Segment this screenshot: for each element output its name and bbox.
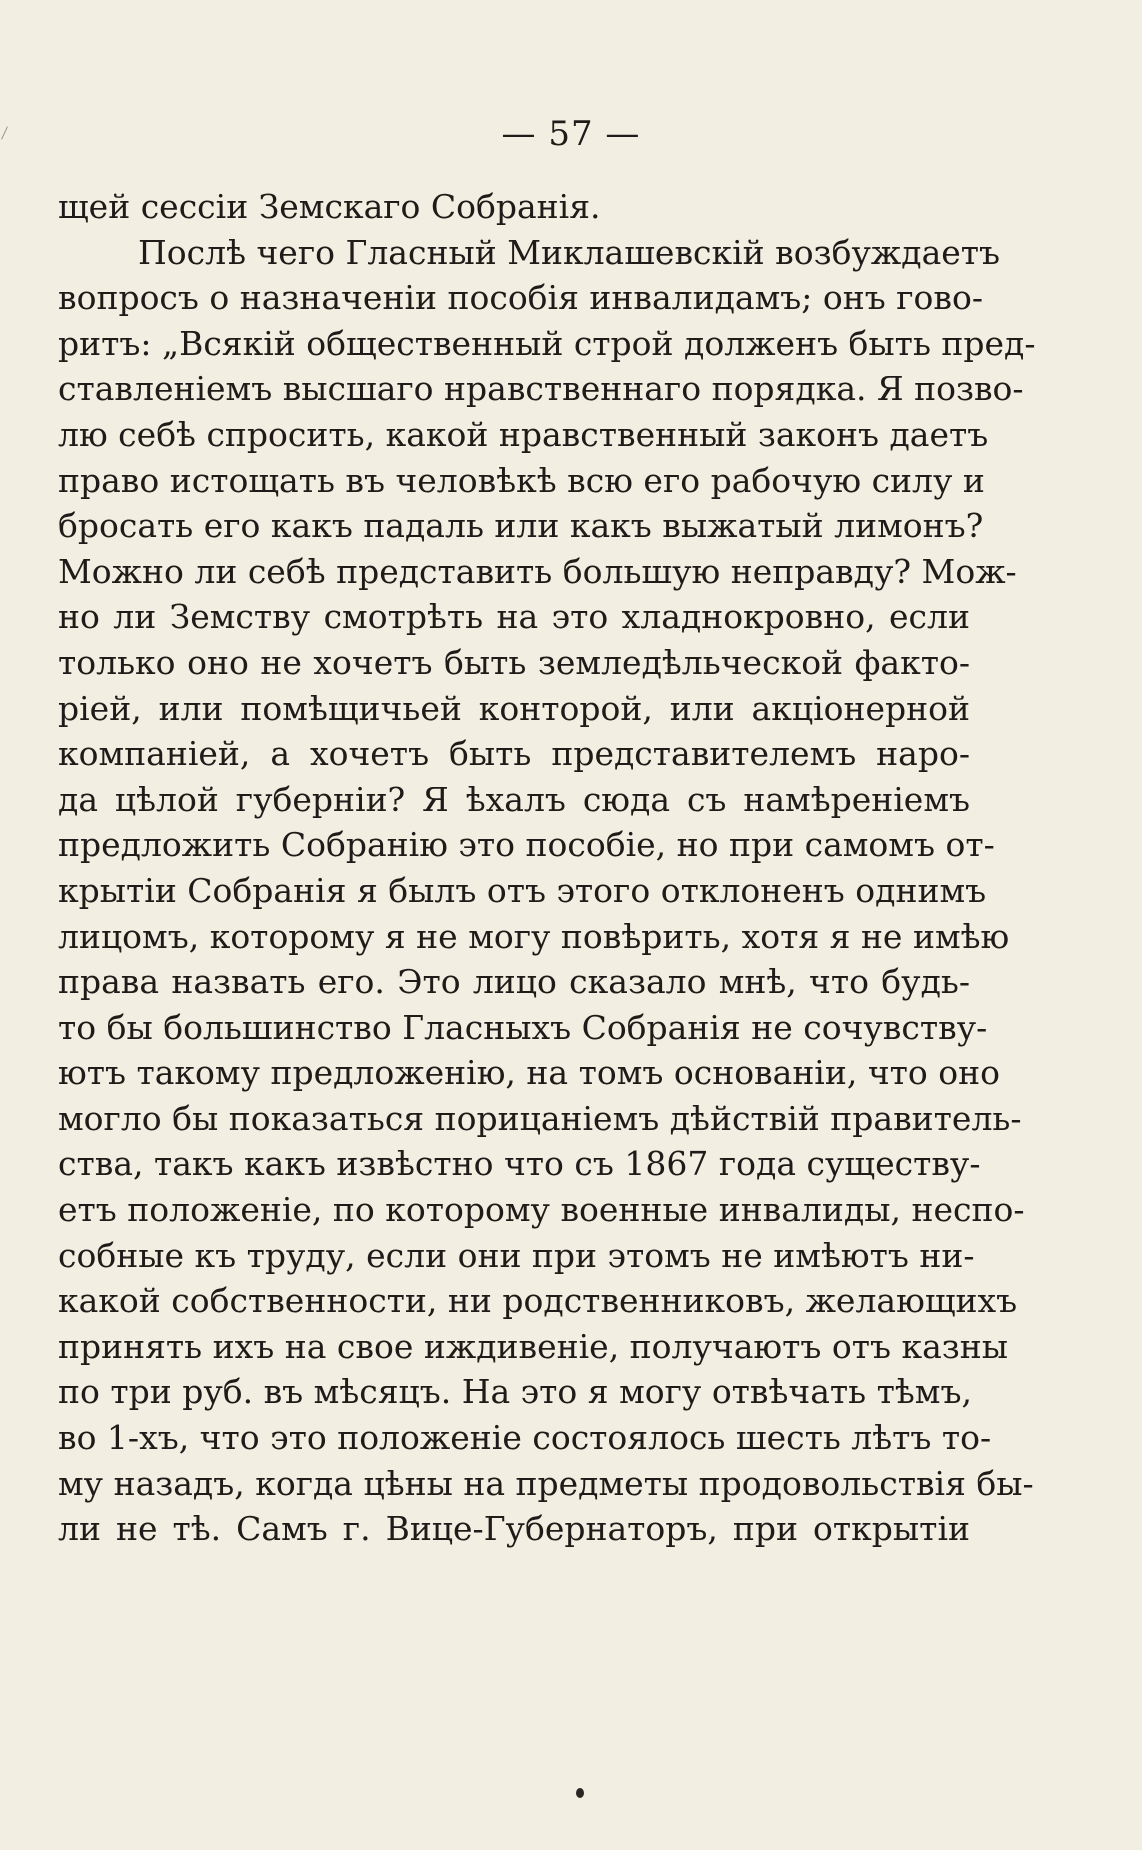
text-line: ритъ: „Всякій общественный строй долженъ быть пред- — [58, 323, 1036, 363]
text-line: ставленіемъ высшаго нравственнаго порядка. Я позво- — [58, 369, 1024, 409]
text-line: лю себѣ спросить, какой нравственный законъ даетъ — [58, 414, 989, 454]
text-line: лицомъ, которому я не могу повѣрить, хотя я не имѣю — [58, 916, 1010, 956]
text-line: бросать его какъ падаль или какъ выжатый лимонъ? — [58, 506, 984, 546]
page-number: — 57 — — [501, 114, 641, 154]
text-line: во 1-хъ, что это положеніе состоялось шесть лѣтъ то- — [58, 1418, 992, 1458]
text-line: предложить Собранію это пособіе, но при самомъ от- — [58, 825, 995, 865]
printer-mark — [576, 1788, 584, 1798]
text-line: право истощать въ человѣкѣ всю его рабочую силу и — [58, 460, 985, 500]
text-line: ріей, или помѣщичьей конторой, или акціонерной — [58, 688, 970, 728]
text-line: ства, такъ какъ извѣстно что съ 1867 года существу- — [58, 1144, 981, 1184]
text-line: щей сессіи Земскаго Собранія. — [58, 187, 601, 226]
text-line: собные къ труду, если они при этомъ не имѣютъ ни- — [58, 1235, 975, 1275]
text-line: компаніей, а хочетъ быть представителемъ наро- — [58, 734, 970, 774]
text-line: по три руб. въ мѣсяцъ. На это я могу отвѣчать тѣмъ, — [58, 1372, 972, 1412]
text-line: етъ положеніе, по которому военные инвалиды, неспо- — [58, 1190, 1025, 1230]
text-line: му назадъ, когда цѣны на предметы продовольствія бы- — [58, 1463, 1034, 1503]
page-body-text — [58, 184, 1036, 1552]
text-line: но ли Земству смотрѣть на это хладнокровно, если — [58, 597, 970, 637]
text-line: ютъ такому предложенію, на томъ основаніи, что оно — [58, 1053, 1000, 1093]
text-line: крытіи Собранія я былъ отъ этого отклоненъ однимъ — [58, 870, 987, 910]
text-line: права назвать его. Это лицо сказало мнѣ, что будь- — [58, 962, 970, 1002]
text-line: какой собственности, ни родственниковъ, желающихъ — [58, 1281, 1018, 1321]
text-line: да цѣлой губерніи? Я ѣхалъ сюда съ намѣреніемъ — [58, 779, 970, 819]
text-line: ли не тѣ. Самъ г. Вице-Губернаторъ, при открытіи — [58, 1509, 970, 1549]
text-line: только оно не хочетъ быть земледѣльческой факто- — [58, 642, 970, 682]
text-line: вопросъ о назначеніи пособія инвалидамъ; онъ гово- — [58, 278, 983, 318]
text-line: Послѣ чего Гласный Миклашевскій возбуждаетъ — [138, 232, 1001, 272]
text-line: могло бы показаться порицаніемъ дѣйствій правитель- — [58, 1098, 1022, 1138]
text-line: Можно ли себѣ представить большую неправду? Мож- — [58, 551, 1017, 591]
text-line: принять ихъ на свое иждивеніе, получаютъ отъ казны — [58, 1326, 1009, 1366]
paragraph — [58, 230, 1036, 1552]
text-line: то бы большинство Гласныхъ Собранія не сочувству- — [58, 1007, 988, 1047]
